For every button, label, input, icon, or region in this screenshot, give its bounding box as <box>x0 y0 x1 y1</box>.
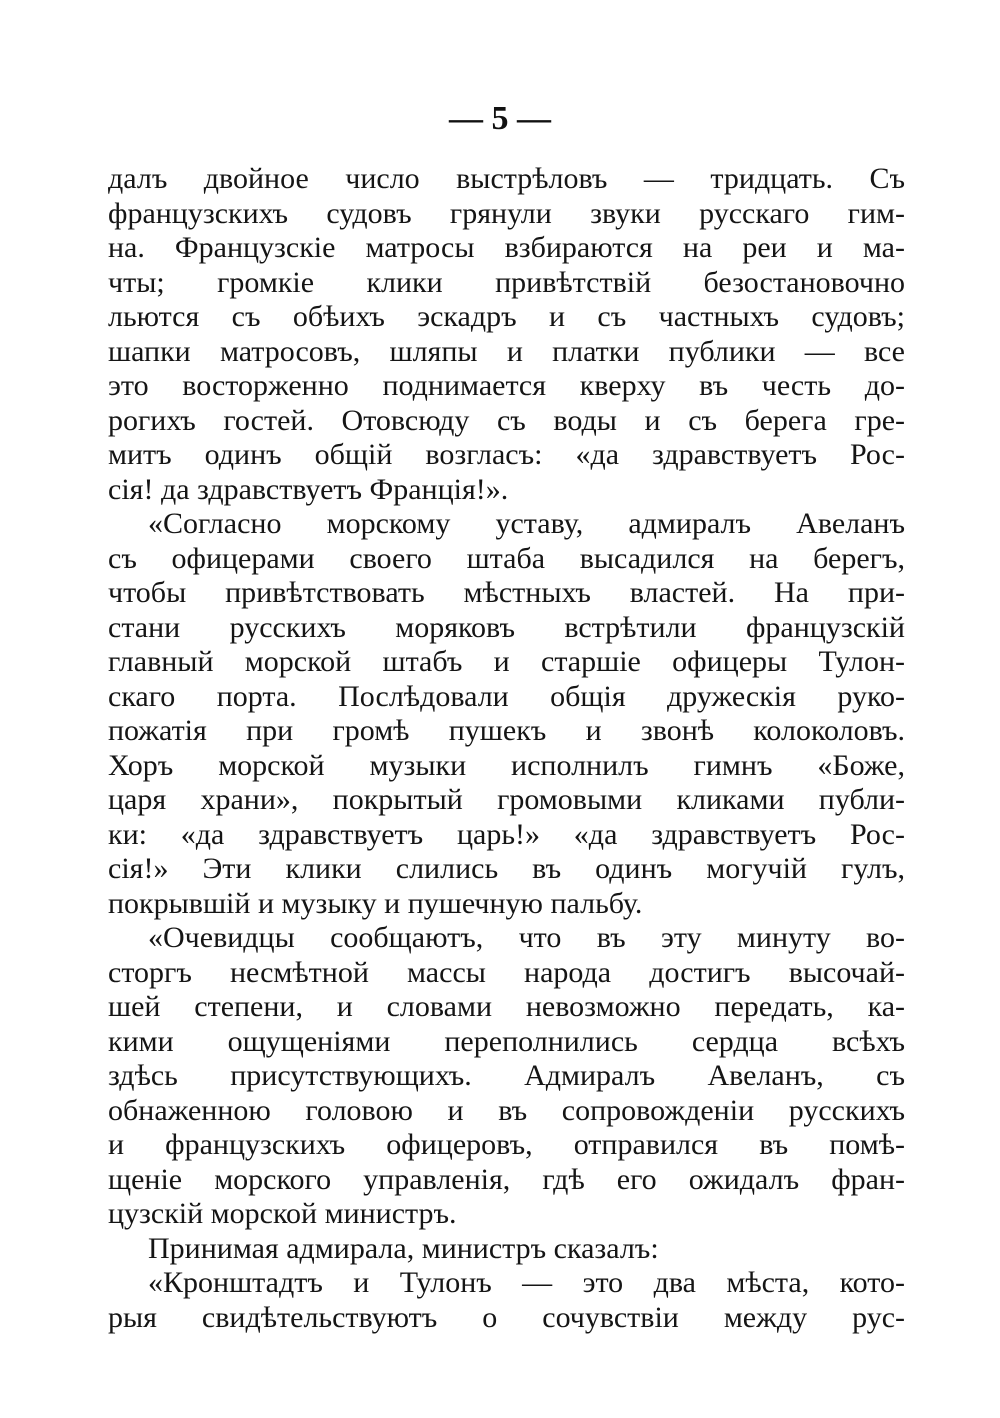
text-line: это восторженно поднимается кверху въ честь до- <box>108 369 905 402</box>
text-line: сія!» Эти клики слились въ одинъ могучій гулъ, <box>108 852 905 885</box>
text-line: льются съ обѣихъ эскадръ и съ частныхъ судовъ; <box>108 300 905 333</box>
text-line: пожатія при громѣ пушекъ и звонѣ колоколовъ. <box>108 714 905 747</box>
text-line: шей степени, и словами невозможно передать, ка- <box>108 990 905 1023</box>
text-line: главный морской штабъ и старшіе офицеры Тулон- <box>108 645 905 678</box>
text-line: скаго порта. Послѣдовали общія дружескія руко- <box>108 679 905 713</box>
text-line: съ офицерами своего штаба высадился на берегъ, <box>108 541 905 575</box>
text-line: щеніе морского управленія, гдѣ его ожидалъ фран- <box>108 1162 905 1196</box>
text-line: далъ двойное число выстрѣловъ — тридцать. Съ <box>108 162 905 195</box>
text-line: царя храни», покрытый громовыми кликами публи- <box>108 783 905 816</box>
text-line: шапки матросовъ, шляпы и платки публики — все <box>108 334 905 368</box>
text-line: французскихъ судовъ грянули звуки русскаго гим- <box>108 196 905 230</box>
text-line: кими ощущеніями переполнились сердца всѣхъ <box>108 1024 905 1058</box>
text-line: ки: «да здравствуетъ царь!» «да здравствуетъ Рос- <box>108 817 905 851</box>
text-line: здѣсь присутствующихъ. Адмиралъ Авеланъ, съ <box>108 1059 905 1092</box>
text-line: сторгъ несмѣтной массы народа достигъ высочай- <box>108 955 905 989</box>
text-line: чты; громкіе клики привѣтствій безостановочно <box>108 265 905 299</box>
text-line: чтобы привѣтствовать мѣстныхъ властей. На при- <box>108 576 905 609</box>
text-line: «Согласно морскому уставу, адмиралъ Авеланъ <box>148 507 905 540</box>
text-line: сія! да здравствуетъ Франція!». <box>108 472 509 506</box>
text-line: Принимая адмирала, министръ сказалъ: <box>148 1231 659 1265</box>
text-line: рогихъ гостей. Отовсюду съ воды и съ берега гре- <box>108 403 905 437</box>
text-line: Хоръ морской музыки исполнилъ гимнъ «Боже, <box>108 748 905 782</box>
text-line: «Кронштадтъ и Тулонъ — это два мѣста, кото- <box>148 1266 905 1299</box>
text-line: «Очевидцы сообщаютъ, что въ эту минуту во- <box>148 921 905 954</box>
body-text <box>108 162 905 1335</box>
text-line: на. Французскіе матросы взбираются на реи и ма- <box>108 231 905 264</box>
text-line: цузскій морской министръ. <box>108 1197 457 1230</box>
page-number: — 5 — <box>449 100 551 137</box>
text-line: стани русскихъ моряковъ встрѣтили французскій <box>108 610 905 644</box>
text-line: и французскихъ офицеровъ, отправился въ помѣ- <box>108 1128 905 1161</box>
text-line: митъ одинъ общій возгласъ: «да здравствуетъ Рос- <box>108 438 905 471</box>
text-line: рыя свидѣтельствуютъ о сочувствіи между рус- <box>108 1300 905 1334</box>
text-line: покрывшій и музыку и пушечную пальбу. <box>108 886 643 920</box>
text-line: обнаженною головою и въ сопровожденіи русскихъ <box>108 1093 905 1127</box>
